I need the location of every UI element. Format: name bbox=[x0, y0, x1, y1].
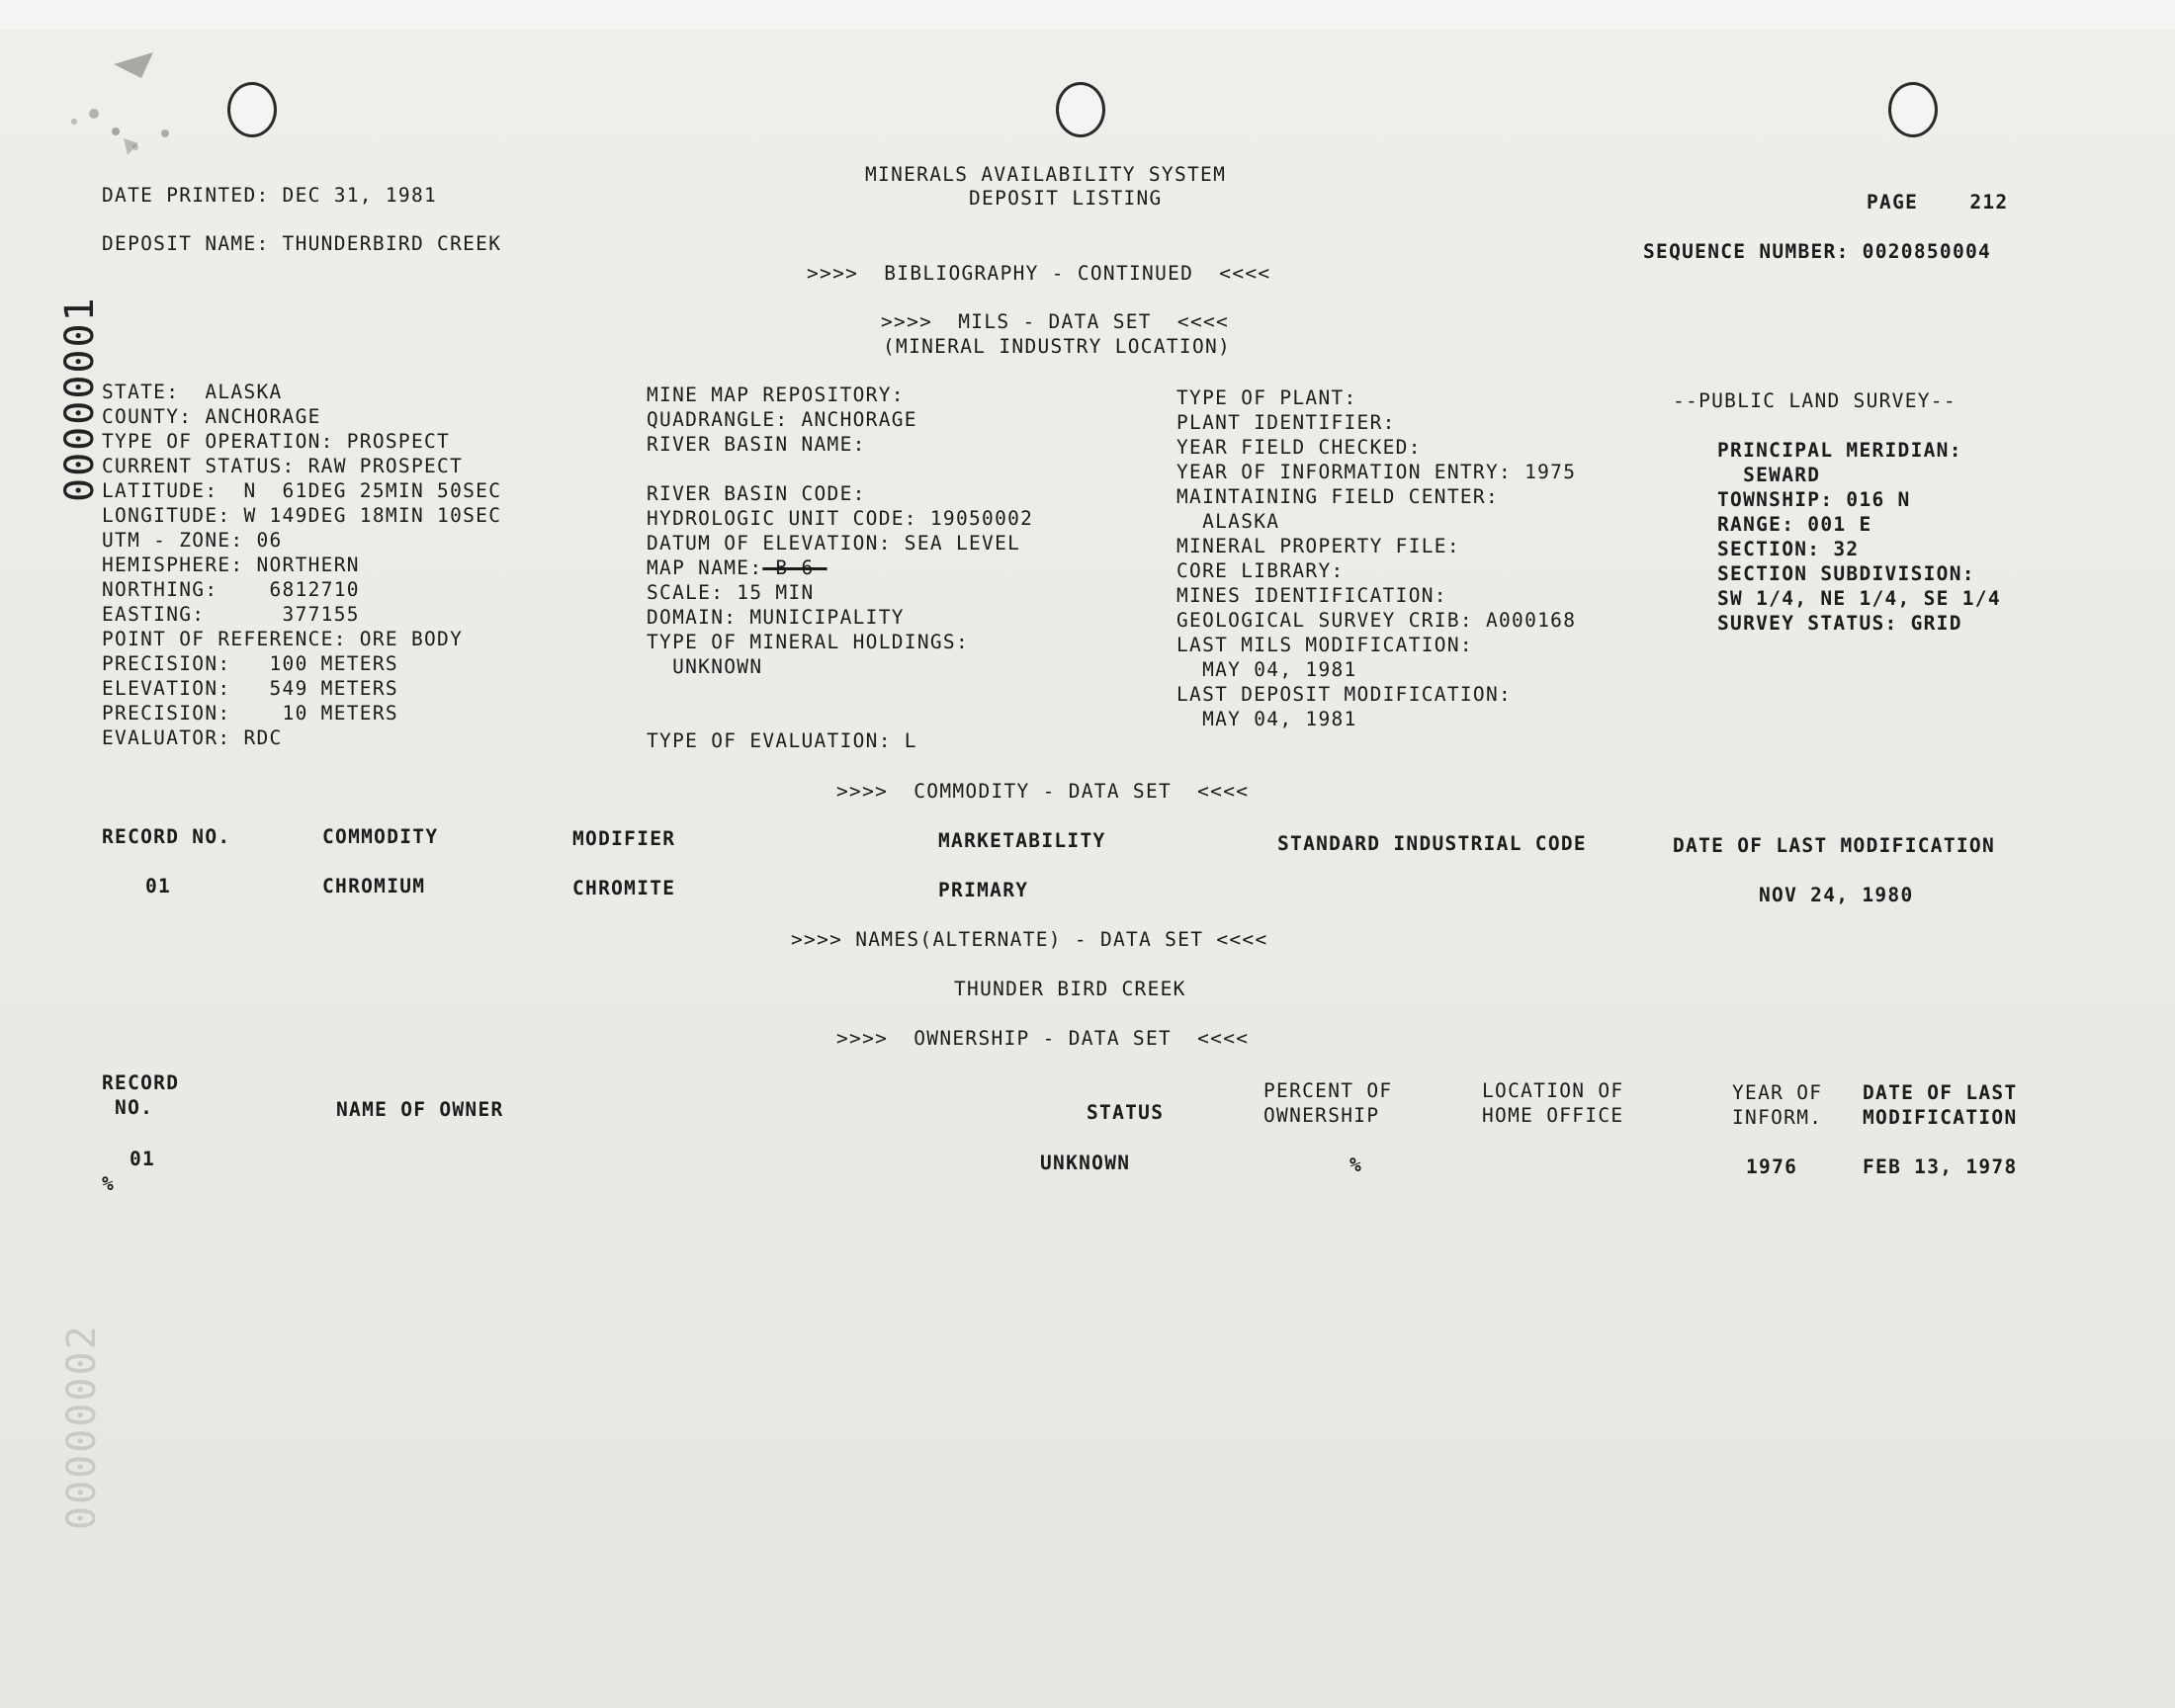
map-name-label: MAP NAME: bbox=[647, 556, 763, 579]
commodity-heading: >>>> COMMODITY - DATA SET <<<< bbox=[836, 780, 1250, 803]
ownership-header-location-2: HOME OFFICE bbox=[1482, 1104, 1624, 1127]
ownership-header-record-no: NO. bbox=[102, 1096, 154, 1119]
section-subdivision-field: SECTION SUBDIVISION: bbox=[1717, 562, 1975, 585]
type-of-operation-field: TYPE OF OPERATION: PROSPECT bbox=[102, 430, 451, 453]
latitude-field: LATITUDE: N 61DEG 25MIN 50SEC bbox=[102, 479, 502, 502]
quadrangle-field: QUADRANGLE: ANCHORAGE bbox=[647, 408, 917, 431]
binder-hole-right bbox=[1888, 82, 1938, 137]
plant-identifier-field: PLANT IDENTIFIER: bbox=[1176, 411, 1396, 434]
system-title: MINERALS AVAILABILITY SYSTEM bbox=[865, 163, 1227, 186]
commodity-header-modifier: MODIFIER bbox=[572, 827, 676, 850]
elevation-precision-field: PRECISION: 10 METERS bbox=[102, 702, 398, 725]
survey-status-field: SURVEY STATUS: GRID bbox=[1717, 612, 1962, 635]
names-heading: >>>> NAMES(ALTERNATE) - DATA SET <<<< bbox=[791, 928, 1268, 951]
type-of-evaluation-field: TYPE OF EVALUATION: L bbox=[647, 729, 917, 752]
state-field: STATE: ALASKA bbox=[102, 381, 283, 403]
current-status-field: CURRENT STATUS: RAW PROSPECT bbox=[102, 455, 464, 477]
sequence-number: SEQUENCE NUMBER: 0020850004 bbox=[1643, 240, 1992, 263]
date-printed: DATE PRINTED: DEC 31, 1981 bbox=[102, 184, 438, 207]
last-mils-modification-value: MAY 04, 1981 bbox=[1176, 658, 1357, 681]
mineral-holdings-value: UNKNOWN bbox=[647, 655, 763, 678]
northing-field: NORTHING: 6812710 bbox=[102, 578, 360, 601]
ownership-header-record: RECORD bbox=[102, 1071, 180, 1094]
commodity-row-record: 01 bbox=[145, 875, 172, 897]
point-of-reference-field: POINT OF REFERENCE: ORE BODY bbox=[102, 628, 464, 650]
section-field: SECTION: 32 bbox=[1717, 538, 1860, 560]
year-field-checked-field: YEAR FIELD CHECKED: bbox=[1176, 436, 1422, 459]
commodity-header-date: DATE OF LAST MODIFICATION bbox=[1673, 834, 1995, 857]
mine-map-repository-field: MINE MAP REPOSITORY: bbox=[647, 384, 905, 406]
ownership-heading: >>>> OWNERSHIP - DATA SET <<<< bbox=[836, 1027, 1250, 1050]
maintaining-field-center-value: ALASKA bbox=[1176, 510, 1280, 533]
core-library-field: CORE LIBRARY: bbox=[1176, 559, 1345, 582]
year-of-information-entry-field: YEAR OF INFORMATION ENTRY: 1975 bbox=[1176, 461, 1577, 483]
ownership-row-marker: % bbox=[102, 1172, 116, 1195]
hydrologic-unit-code-field: HYDROLOGIC UNIT CODE: 19050002 bbox=[647, 507, 1034, 530]
page-number: PAGE 212 bbox=[1867, 191, 2009, 214]
township-field: TOWNSHIP: 016 N bbox=[1717, 488, 1911, 511]
commodity-header-commodity: COMMODITY bbox=[322, 825, 439, 848]
ownership-row-record: 01 bbox=[130, 1148, 156, 1170]
public-land-survey-heading: --PUBLIC LAND SURVEY-- bbox=[1673, 389, 1957, 412]
river-basin-code-field: RIVER BASIN CODE: bbox=[647, 482, 866, 505]
county-field: COUNTY: ANCHORAGE bbox=[102, 405, 321, 428]
mineral-holdings-field: TYPE OF MINERAL HOLDINGS: bbox=[647, 631, 969, 653]
document-stamp-top: 00000001 bbox=[57, 296, 103, 502]
ownership-header-location: LOCATION OF bbox=[1482, 1079, 1624, 1102]
ownership-row-status: UNKNOWN bbox=[1040, 1152, 1131, 1174]
binder-hole-left bbox=[227, 82, 277, 137]
deposit-name: DEPOSIT NAME: THUNDERBIRD CREEK bbox=[102, 232, 502, 255]
mils-subheading: (MINERAL INDUSTRY LOCATION) bbox=[883, 335, 1232, 358]
commodity-row-modifier: CHROMITE bbox=[572, 877, 676, 899]
ownership-header-year: YEAR OF bbox=[1732, 1081, 1823, 1104]
precision-field: PRECISION: 100 METERS bbox=[102, 652, 398, 675]
last-deposit-modification-value: MAY 04, 1981 bbox=[1176, 708, 1357, 730]
type-of-plant-field: TYPE OF PLANT: bbox=[1176, 386, 1357, 409]
longitude-field: LONGITUDE: W 149DEG 18MIN 10SEC bbox=[102, 504, 502, 527]
easting-field: EASTING: 377155 bbox=[102, 603, 360, 626]
listing-title: DEPOSIT LISTING bbox=[969, 187, 1163, 210]
bibliography-heading: >>>> BIBLIOGRAPHY - CONTINUED <<<< bbox=[807, 262, 1271, 285]
commodity-row-date: NOV 24, 1980 bbox=[1759, 884, 1914, 906]
ownership-header-date: DATE OF LAST bbox=[1863, 1081, 2018, 1104]
range-field: RANGE: 001 E bbox=[1717, 513, 1872, 536]
last-mils-modification-field: LAST MILS MODIFICATION: bbox=[1176, 634, 1473, 656]
commodity-header-record: RECORD NO. bbox=[102, 825, 231, 848]
binder-hole-center bbox=[1056, 82, 1105, 137]
ownership-header-percent: PERCENT OF bbox=[1263, 1079, 1393, 1102]
utm-zone-field: UTM - ZONE: 06 bbox=[102, 529, 283, 552]
ownership-header-date-2: MODIFICATION bbox=[1863, 1106, 2018, 1129]
ownership-header-name: NAME OF OWNER bbox=[336, 1098, 504, 1121]
map-name-struck-value: B-6 bbox=[762, 556, 827, 579]
commodity-header-marketability: MARKETABILITY bbox=[938, 829, 1106, 852]
evaluator-field: EVALUATOR: RDC bbox=[102, 726, 283, 749]
last-deposit-modification-field: LAST DEPOSIT MODIFICATION: bbox=[1176, 683, 1513, 706]
section-subdivision-value: SW 1/4, NE 1/4, SE 1/4 bbox=[1717, 587, 2001, 610]
mines-identification-field: MINES IDENTIFICATION: bbox=[1176, 584, 1447, 607]
datum-of-elevation-field: DATUM OF ELEVATION: SEA LEVEL bbox=[647, 532, 1021, 555]
alternate-name: THUNDER BIRD CREEK bbox=[954, 978, 1186, 1000]
map-name-field bbox=[647, 555, 827, 580]
mineral-property-file-field: MINERAL PROPERTY FILE: bbox=[1176, 535, 1460, 557]
river-basin-name-field: RIVER BASIN NAME: bbox=[647, 433, 866, 456]
maintaining-field-center-field: MAINTAINING FIELD CENTER: bbox=[1176, 485, 1499, 508]
ownership-row-percent: % bbox=[1349, 1153, 1363, 1176]
ownership-header-status: STATUS bbox=[1087, 1101, 1165, 1124]
commodity-row-marketability: PRIMARY bbox=[938, 879, 1029, 901]
principal-meridian-field: PRINCIPAL MERIDIAN: bbox=[1717, 439, 1962, 462]
ink-specks bbox=[54, 44, 203, 163]
commodity-row-commodity: CHROMIUM bbox=[322, 875, 426, 897]
ownership-header-percent-2: OWNERSHIP bbox=[1263, 1104, 1380, 1127]
ownership-header-year-2: INFORM. bbox=[1732, 1106, 1823, 1129]
elevation-field: ELEVATION: 549 METERS bbox=[102, 677, 398, 700]
document-stamp-bottom: 00000002 bbox=[59, 1324, 105, 1530]
commodity-header-sic: STANDARD INDUSTRIAL CODE bbox=[1277, 832, 1587, 855]
hemisphere-field: HEMISPHERE: NORTHERN bbox=[102, 554, 360, 576]
scale-field: SCALE: 15 MIN bbox=[647, 581, 815, 604]
domain-field: DOMAIN: MUNICIPALITY bbox=[647, 606, 905, 629]
mils-heading: >>>> MILS - DATA SET <<<< bbox=[881, 310, 1230, 333]
ownership-row-date: FEB 13, 1978 bbox=[1863, 1155, 2018, 1178]
geological-survey-crib-field: GEOLOGICAL SURVEY CRIB: A000168 bbox=[1176, 609, 1577, 632]
ownership-row-year: 1976 bbox=[1746, 1155, 1798, 1178]
principal-meridian-value: SEWARD bbox=[1717, 464, 1821, 486]
